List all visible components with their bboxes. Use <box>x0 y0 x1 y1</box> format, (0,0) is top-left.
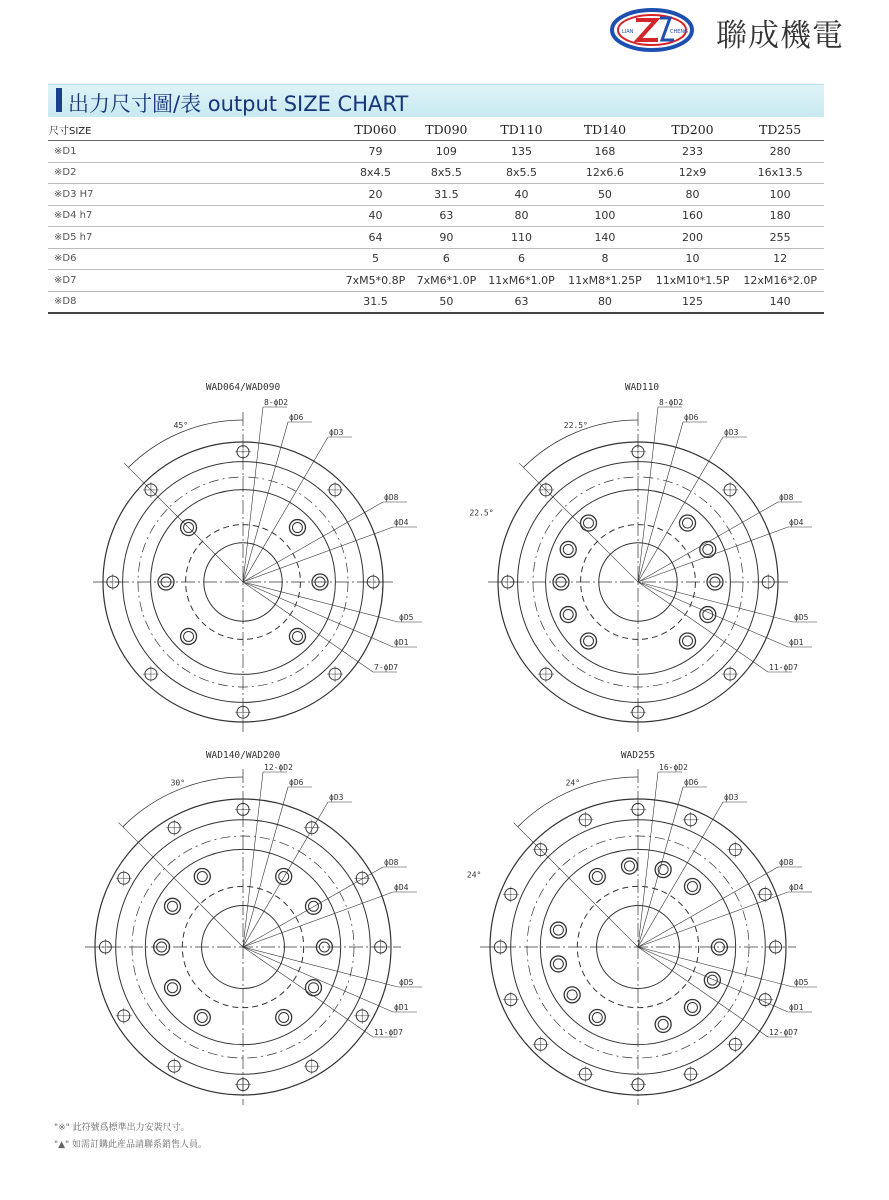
table-cell: 50 <box>411 291 482 313</box>
table-row <box>48 162 824 184</box>
angle-label: 30° <box>170 778 186 788</box>
row-label: ※D2 <box>48 162 340 184</box>
table-cell: 40 <box>482 184 561 206</box>
table-cell: 180 <box>736 205 824 227</box>
table-cell: 100 <box>736 184 824 206</box>
dimension-label-d3: ϕD3 <box>329 428 344 437</box>
row-label: ※D1 <box>48 141 340 163</box>
table-cell: 20 <box>340 184 411 206</box>
table-cell: 8x4.5 <box>340 162 411 184</box>
page-title: 出力尺寸圖/表 output SIZE CHART <box>68 92 409 116</box>
table-cell: 280 <box>736 141 824 163</box>
table-cell: 31.5 <box>411 184 482 206</box>
dimension-label-d1: ϕD1 <box>789 638 804 647</box>
dimension-label-d1: ϕD1 <box>394 1003 409 1012</box>
drawing-title: WAD110 <box>624 382 660 393</box>
table-cell: 64 <box>340 227 411 249</box>
angle-label: 24° <box>565 778 581 788</box>
table-cell: 5 <box>340 248 411 270</box>
column-header: TD060 <box>340 118 411 141</box>
dimension-label-d2: 12-ϕD2 <box>264 763 293 772</box>
table-cell: 90 <box>411 227 482 249</box>
dimension-label-d4: ϕD4 <box>789 518 804 527</box>
company-name: 聯成機電 <box>716 18 844 54</box>
column-header: TD090 <box>411 118 482 141</box>
table-cell: 255 <box>736 227 824 249</box>
dimension-label-d4: ϕD4 <box>394 518 409 527</box>
dimension-label-d6: ϕD6 <box>684 413 699 422</box>
dimension-label-d6: ϕD6 <box>289 778 304 787</box>
dimension-label-d2: 8-ϕD2 <box>264 398 289 407</box>
column-header: TD200 <box>649 118 737 141</box>
dimension-label-d5: ϕD5 <box>794 978 809 987</box>
drawing-title: WAD255 <box>620 750 656 761</box>
table-cell: 80 <box>482 205 561 227</box>
table-row <box>48 141 824 163</box>
flange-drawing <box>93 382 422 732</box>
dimension-label-d7: 7-ϕD7 <box>374 663 399 672</box>
table-cell: 8x5.5 <box>411 162 482 184</box>
table-cell: 7xM5*0.8P <box>340 270 411 292</box>
table-cell: 8x5.5 <box>482 162 561 184</box>
table-cell: 50 <box>561 184 649 206</box>
dimension-label-d2: 8-ϕD2 <box>659 398 684 407</box>
table-row <box>48 248 824 270</box>
drawing-title: WAD140/WAD200 <box>205 750 281 761</box>
table-cell: 200 <box>649 227 737 249</box>
table-header-row <box>48 118 824 141</box>
dimension-label-d8: ϕD8 <box>779 493 794 502</box>
row-label: ※D7 <box>48 270 340 292</box>
table-cell: 160 <box>649 205 737 227</box>
table-cell: 11xM8*1.25P <box>561 270 649 292</box>
page-header <box>0 0 889 60</box>
angle-label-secondary: 22.5° <box>469 508 494 518</box>
table-cell: 8 <box>561 248 649 270</box>
table-cell: 12xM16*2.0P <box>736 270 824 292</box>
column-header: TD110 <box>482 118 561 141</box>
footnotes <box>54 1120 207 1154</box>
dimension-label-d5: ϕD5 <box>399 613 414 622</box>
angle-label-secondary: 24° <box>466 870 482 880</box>
row-label: ※D5 h7 <box>48 227 340 249</box>
table-row <box>48 184 824 206</box>
dimension-label-d4: ϕD4 <box>394 883 409 892</box>
table-cell: 79 <box>340 141 411 163</box>
table-cell: 12x9 <box>649 162 737 184</box>
footnote-order: "▲" 如需訂購此産品請聯系銷售人員。 <box>54 1140 208 1150</box>
table-cell: 11xM6*1.0P <box>482 270 561 292</box>
flange-drawing <box>85 750 422 1105</box>
table-cell: 31.5 <box>340 291 411 313</box>
footnote-standard: "※" 此符號爲標準出力安裝尺寸。 <box>54 1123 190 1133</box>
table-cell: 140 <box>561 227 649 249</box>
row-label: ※D4 h7 <box>48 205 340 227</box>
dimension-label-d2: 16-ϕD2 <box>659 763 688 772</box>
table-cell: 140 <box>736 291 824 313</box>
table-cell: 10 <box>649 248 737 270</box>
table-cell: 7xM6*1.0P <box>411 270 482 292</box>
dimension-label-d8: ϕD8 <box>779 858 794 867</box>
table-row <box>48 227 824 249</box>
row-label: ※D6 <box>48 248 340 270</box>
flange-drawing <box>467 750 817 1105</box>
dimension-label-d8: ϕD8 <box>384 493 399 502</box>
table-cell: 168 <box>561 141 649 163</box>
table-cell: 80 <box>649 184 737 206</box>
dimension-label-d7: 11-ϕD7 <box>769 663 798 672</box>
dimension-label-d5: ϕD5 <box>399 978 414 987</box>
table-cell: 12x6.6 <box>561 162 649 184</box>
table-cell: 40 <box>340 205 411 227</box>
table-cell: 125 <box>649 291 737 313</box>
company-logo <box>608 6 696 54</box>
dimension-label-d3: ϕD3 <box>724 793 739 802</box>
flange-drawings <box>0 370 889 1110</box>
dimension-label-d7: 11-ϕD7 <box>374 1028 403 1037</box>
table-cell: 110 <box>482 227 561 249</box>
table-cell: 100 <box>561 205 649 227</box>
title-accent <box>56 88 62 112</box>
row-label: ※D3 H7 <box>48 184 340 206</box>
logo-text-left: LIAN <box>622 29 634 35</box>
dimension-label-d6: ϕD6 <box>289 413 304 422</box>
table-cell: 16x13.5 <box>736 162 824 184</box>
dimension-label-d1: ϕD1 <box>394 638 409 647</box>
table-row <box>48 270 824 292</box>
table-cell: 109 <box>411 141 482 163</box>
angle-label: 45° <box>173 421 189 431</box>
logo-text-right: CHENG <box>670 29 689 35</box>
drawing-title: WAD064/WAD090 <box>205 382 281 393</box>
table-cell: 80 <box>561 291 649 313</box>
table-corner-header: 尺寸SIZE <box>48 118 340 141</box>
column-header: TD255 <box>736 118 824 141</box>
dimension-label-d1: ϕD1 <box>789 1003 804 1012</box>
table-cell: 233 <box>649 141 737 163</box>
dimension-label-d3: ϕD3 <box>724 428 739 437</box>
size-chart-table <box>48 118 824 314</box>
dimension-label-d4: ϕD4 <box>789 883 804 892</box>
table-cell: 12 <box>736 248 824 270</box>
table-cell: 11xM10*1.5P <box>649 270 737 292</box>
flange-drawing <box>469 382 817 732</box>
row-label: ※D8 <box>48 291 340 313</box>
table-row <box>48 291 824 313</box>
table-cell: 135 <box>482 141 561 163</box>
table-cell: 6 <box>411 248 482 270</box>
column-header: TD140 <box>561 118 649 141</box>
dimension-label-d3: ϕD3 <box>329 793 344 802</box>
table-cell: 6 <box>482 248 561 270</box>
dimension-label-d5: ϕD5 <box>794 613 809 622</box>
table-row <box>48 205 824 227</box>
dimension-label-d6: ϕD6 <box>684 778 699 787</box>
table-cell: 63 <box>411 205 482 227</box>
dimension-label-d7: 12-ϕD7 <box>769 1028 798 1037</box>
table-cell: 63 <box>482 291 561 313</box>
angle-label: 22.5° <box>563 421 588 431</box>
dimension-label-d8: ϕD8 <box>384 858 399 867</box>
